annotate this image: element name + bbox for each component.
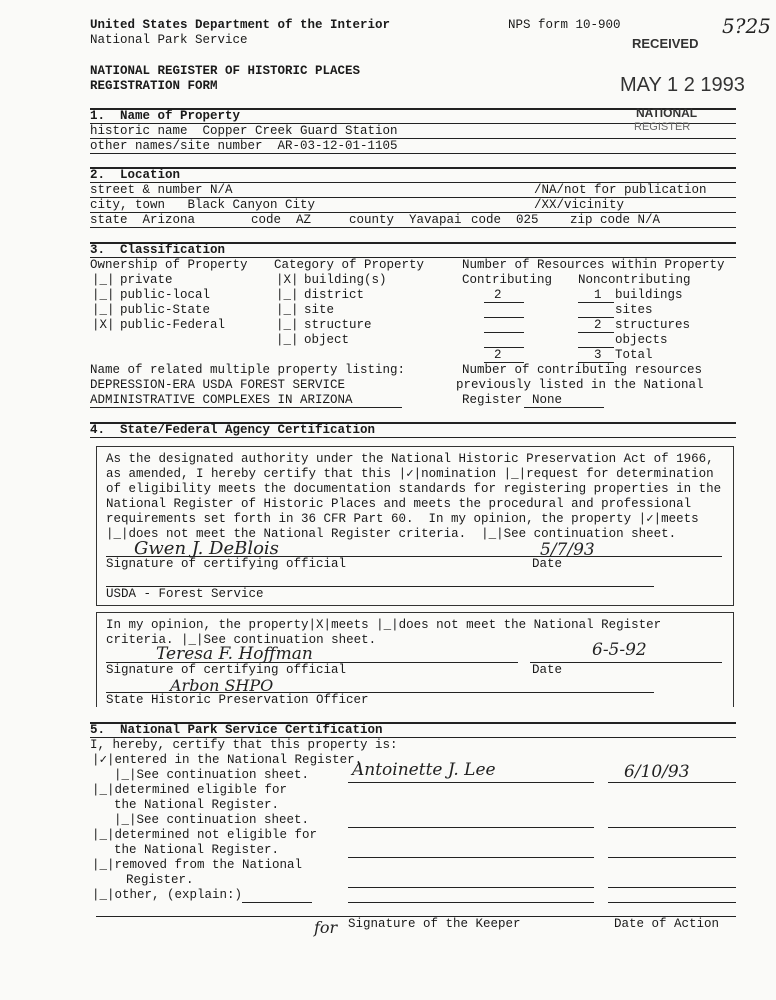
date-line xyxy=(608,902,736,903)
not-eligible-checkbox[interactable]: |_| xyxy=(92,828,115,842)
section-3-heading: 3. Classification xyxy=(90,243,226,257)
category-checkbox[interactable]: |X| xyxy=(276,273,299,287)
agency-name: USDA - Forest Service xyxy=(106,587,264,601)
department-name: United States Department of the Interior xyxy=(90,18,391,32)
service-name: National Park Service xyxy=(90,33,248,47)
cert-text-line4: National Register of Historic Places and meets the procedural and professional xyxy=(106,497,692,511)
shpo-title-handwriting: Arbon SHPO xyxy=(170,676,274,695)
ownership-checkbox[interactable]: |_| xyxy=(92,288,115,302)
signature-line xyxy=(348,782,594,783)
other-checkbox[interactable]: |_| xyxy=(92,888,115,902)
eligible-checkbox[interactable]: |_| xyxy=(92,783,115,797)
form-number: NPS form 10-900 xyxy=(508,18,621,32)
nps-status-line: |_|removed from the National xyxy=(92,858,303,872)
continuation-checkbox[interactable]: |_| xyxy=(114,813,137,827)
category-checkbox[interactable]: |_| xyxy=(276,318,299,332)
nps-cont-line: |_|See continuation sheet. xyxy=(114,768,310,782)
state-code: code AZ xyxy=(251,213,312,227)
category-checkbox[interactable]: |_| xyxy=(276,288,299,302)
shpo-text-line1: In my opinion, the property|X|meets |_|does not meet the National Register xyxy=(106,618,662,632)
date-line xyxy=(608,827,736,828)
keeper-date: 6/10/93 xyxy=(624,762,690,782)
date-of-action-label: Date of Action xyxy=(614,917,720,931)
resources-heading: Number of Resources within Property xyxy=(462,258,725,272)
blank-line xyxy=(578,302,614,303)
section-rule xyxy=(90,167,736,169)
shpo-does-not-meet-checkbox[interactable]: |_| xyxy=(376,618,399,632)
multiple-listing-line2: ADMINISTRATIVE COMPLEXES IN ARIZONA xyxy=(90,393,353,407)
shpo-continuation-checkbox[interactable]: |_| xyxy=(181,633,204,647)
date-line xyxy=(608,887,736,888)
section-4-heading: 4. State/Federal Agency Certification xyxy=(90,423,376,437)
resource-label: structures xyxy=(615,318,691,332)
nomination-checkbox[interactable]: |✓| xyxy=(398,467,422,481)
shpo-signature-label: Signature of certifying official xyxy=(106,663,347,677)
multiple-listing-line1: DEPRESSION-ERA USDA FOREST SERVICE xyxy=(90,378,346,392)
blank-line xyxy=(484,347,524,348)
national-stamp: NATIONAL xyxy=(636,106,698,120)
nps-status-line: the National Register. xyxy=(114,798,280,812)
historic-name: historic name Copper Creek Guard Station xyxy=(90,124,398,138)
ownership-heading: Ownership of Property xyxy=(90,258,248,272)
other-names: other names/site number AR-03-12-01-1105 xyxy=(90,139,398,153)
previously-listed-line3: Register xyxy=(462,393,523,407)
section-1-heading: 1. Name of Property xyxy=(90,109,241,123)
signature-line xyxy=(348,857,594,858)
does-not-meet-checkbox[interactable]: |_| xyxy=(106,527,129,541)
blank-line xyxy=(484,317,524,318)
ownership-private-label: private xyxy=(120,273,173,287)
category-checkbox[interactable]: |_| xyxy=(276,333,299,347)
previously-listed-line2: previously listed in the National xyxy=(456,378,704,392)
resource-label: objects xyxy=(615,333,668,347)
request-checkbox[interactable]: |_| xyxy=(503,467,527,481)
section-2-heading: 2. Location xyxy=(90,168,181,182)
resource-label: sites xyxy=(615,303,653,317)
form-title: NATIONAL REGISTER OF HISTORIC PLACES xyxy=(90,64,361,78)
ownership-checkbox[interactable]: |X| xyxy=(92,318,115,332)
date-line xyxy=(608,782,736,783)
signature-line xyxy=(348,902,594,903)
form-subtitle: REGISTRATION FORM xyxy=(90,79,218,93)
not-for-publication: /NA/not for publication xyxy=(534,183,707,197)
nps-status-line: the National Register. xyxy=(114,843,280,857)
shpo-date: 6-5-92 xyxy=(592,640,647,660)
ownership-public-local-label: public-local xyxy=(120,288,211,302)
county-code: code 025 xyxy=(471,213,539,227)
street-number: street & number N/A xyxy=(90,183,233,197)
received-stamp: RECEIVED xyxy=(632,36,699,51)
blank-line xyxy=(90,407,402,408)
blank-line xyxy=(484,332,524,333)
previously-listed-line1: Number of contributing resources xyxy=(462,363,703,377)
nps-status-line: |_|other, (explain:) xyxy=(92,888,243,902)
corner-handwritten-note: 5?25 xyxy=(722,14,771,38)
shpo-title: State Historic Preservation Officer xyxy=(106,693,369,707)
blank-line xyxy=(484,302,524,303)
category-buildings-label: building(s) xyxy=(304,273,387,287)
vicinity: /XX/vicinity xyxy=(534,198,625,212)
category-object-label: object xyxy=(304,333,350,347)
blank-line xyxy=(524,407,604,408)
city-town: city, town Black Canyon City xyxy=(90,198,316,212)
cert-text-line3: of eligibility meets the documentation standards for registering properties in the xyxy=(106,482,722,496)
zip-code: zip code N/A xyxy=(570,213,661,227)
resource-label: buildings xyxy=(615,288,683,302)
signature-label: Signature of certifying official xyxy=(106,557,347,571)
shpo-text-line2: criteria. |_|See continuation sheet. xyxy=(106,633,377,647)
blank-line xyxy=(242,902,312,903)
register-stamp: REGISTER xyxy=(634,121,691,133)
keeper-signature-label: Signature of the Keeper xyxy=(348,917,521,931)
nps-cont-line: |_|See continuation sheet. xyxy=(114,813,310,827)
previously-listed-value: None xyxy=(532,393,563,407)
meets-checkbox[interactable]: |✓| xyxy=(638,512,662,526)
category-district-label: district xyxy=(304,288,365,302)
noncontrib-count: 1 xyxy=(594,288,602,302)
ownership-checkbox[interactable]: |_| xyxy=(92,273,115,287)
ownership-public-federal-label: public-Federal xyxy=(120,318,226,332)
removed-checkbox[interactable]: |_| xyxy=(92,858,115,872)
noncontributing-heading: Noncontributing xyxy=(578,273,691,287)
for-mark: for xyxy=(314,918,338,937)
category-checkbox[interactable]: |_| xyxy=(276,303,299,317)
line xyxy=(90,153,736,154)
county: county Yavapai xyxy=(349,213,462,227)
section-5-heading: 5. National Park Service Certification xyxy=(90,723,383,737)
noncontrib-count: 2 xyxy=(594,318,602,332)
multiple-listing-label: Name of related multiple property listing: xyxy=(90,363,406,377)
contributing-heading: Contributing xyxy=(462,273,553,287)
line xyxy=(90,227,736,228)
continuation-checkbox[interactable]: |_| xyxy=(481,527,504,541)
continuation-checkbox[interactable]: |_| xyxy=(114,768,137,782)
contrib-count: 2 xyxy=(494,288,502,302)
cert-text-line1: As the designated authority under the National Historic Preservation Act of 1966, xyxy=(106,452,714,466)
shpo-date-label: Date xyxy=(532,663,563,677)
shpo-meets-checkbox[interactable]: |X| xyxy=(308,618,332,632)
ownership-checkbox[interactable]: |_| xyxy=(92,303,115,317)
date-label: Date xyxy=(532,557,563,571)
nps-status-line: Register. xyxy=(126,873,194,887)
cert-text-line2: as amended, I hereby certify that this |✓|nomination |_|request for determination xyxy=(106,467,714,481)
noncontrib-total: 3 xyxy=(594,348,602,362)
state: state Arizona xyxy=(90,213,196,227)
date-line xyxy=(608,857,736,858)
contrib-total: 2 xyxy=(494,348,502,362)
cert-text-line5: requirements set forth in 36 CFR Part 60. In my opinion, the property |✓|meets xyxy=(106,512,699,526)
signature-line xyxy=(348,827,594,828)
blank-line xyxy=(578,332,614,333)
shpo-signature: Teresa F. Hoffman xyxy=(156,644,313,664)
ownership-public-state-label: public-State xyxy=(120,303,211,317)
nps-status-line: |_|determined eligible for xyxy=(92,783,288,797)
line xyxy=(90,437,736,438)
nps-status-line: |✓|entered in the National Register. xyxy=(92,753,363,767)
cert-text-line6: |_|does not meet the National Register criteria. |_|See continuation sheet. xyxy=(106,527,677,541)
certifying-date: 5/7/93 xyxy=(540,540,595,560)
category-heading: Category of Property xyxy=(274,258,425,272)
certifying-official-signature: Gwen J. DeBlois xyxy=(134,538,279,559)
entered-checkbox[interactable]: |✓| xyxy=(92,753,115,767)
nps-status-line: |_|determined not eligible for xyxy=(92,828,318,842)
keeper-signature: Antoinette J. Lee xyxy=(352,760,496,780)
signature-line xyxy=(348,887,594,888)
nps-intro: I, hereby, certify that this property is: xyxy=(90,738,398,752)
category-structure-label: structure xyxy=(304,318,372,332)
resource-label: Total xyxy=(615,348,653,362)
date-stamp: MAY 1 2 1993 xyxy=(620,74,745,96)
category-site-label: site xyxy=(304,303,335,317)
